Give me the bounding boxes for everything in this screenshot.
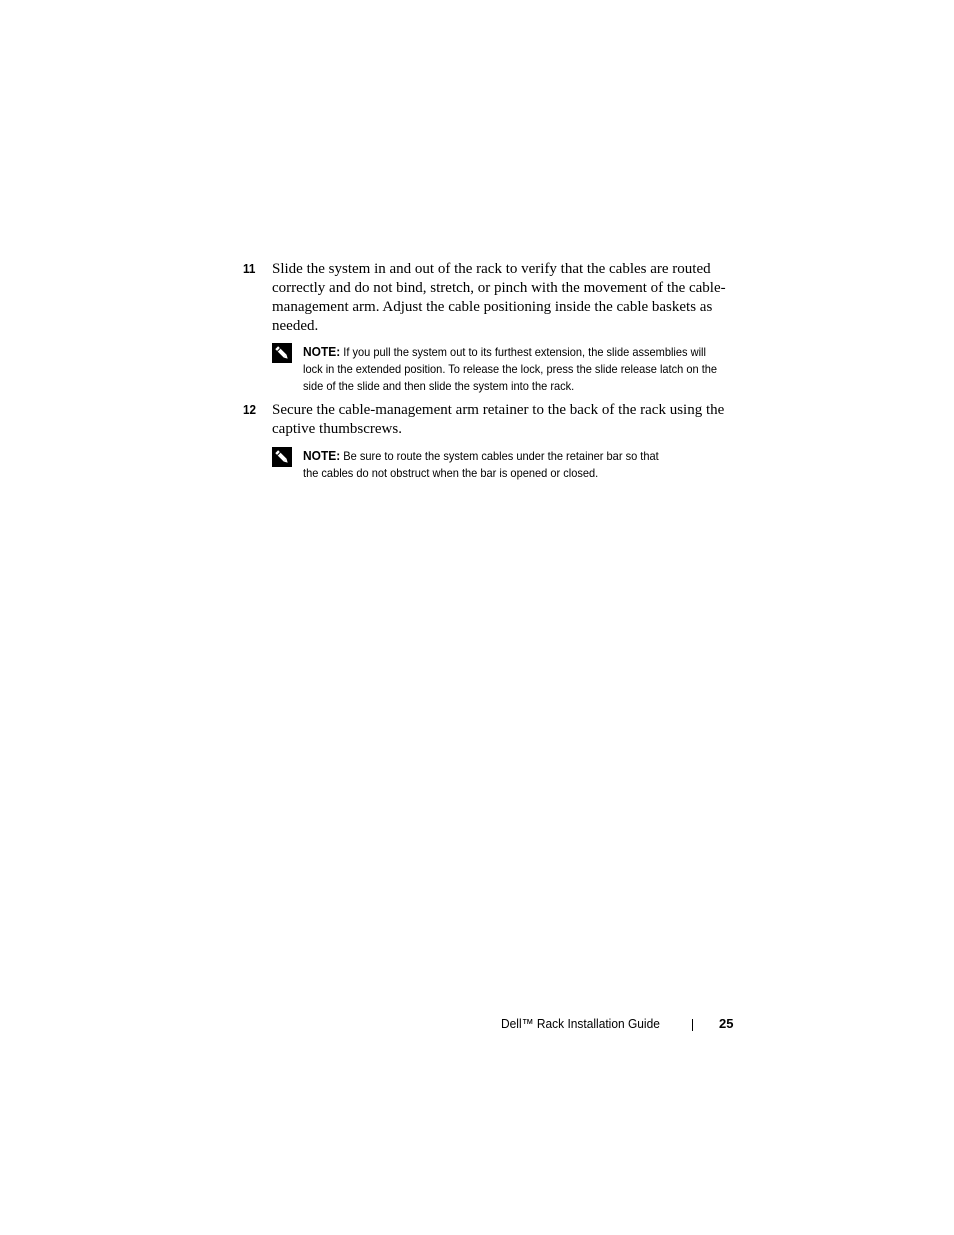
step-number: 12	[243, 402, 257, 417]
note-body: If you pull the system out to its furthest extension, the slide assemblies will lock in the extended position. To release the lock, press the slide release latch on the side of the slide and then slide the system into the rack.	[303, 345, 718, 393]
note-pencil-icon	[272, 343, 292, 363]
step-text: Slide the system in and out of the rack to verify that the cables are routed correctly and do not bind, stretch, or pinch with the movement of the cable-management arm. Adjust the cable positioning inside the cable baskets as needed.	[272, 261, 726, 334]
note-label: NOTE:	[303, 448, 341, 463]
step-number: 11	[243, 261, 256, 276]
step-text: Secure the cable-management arm retainer to the back of the rack using the captive thumbscrews.	[272, 402, 725, 437]
page-footer	[500, 1015, 740, 1035]
footer-separator	[692, 1019, 693, 1031]
note-text	[303, 447, 671, 482]
footer-title: Dell™ Rack Installation Guide	[501, 1016, 660, 1031]
note-text	[303, 343, 726, 395]
page-number: 25	[719, 1016, 734, 1031]
note-body: Be sure to route the system cables under the retainer bar so that the cables do not obstruct when the bar is opened or closed.	[303, 449, 659, 480]
note-pencil-icon	[272, 447, 292, 467]
note-label: NOTE:	[303, 344, 341, 359]
